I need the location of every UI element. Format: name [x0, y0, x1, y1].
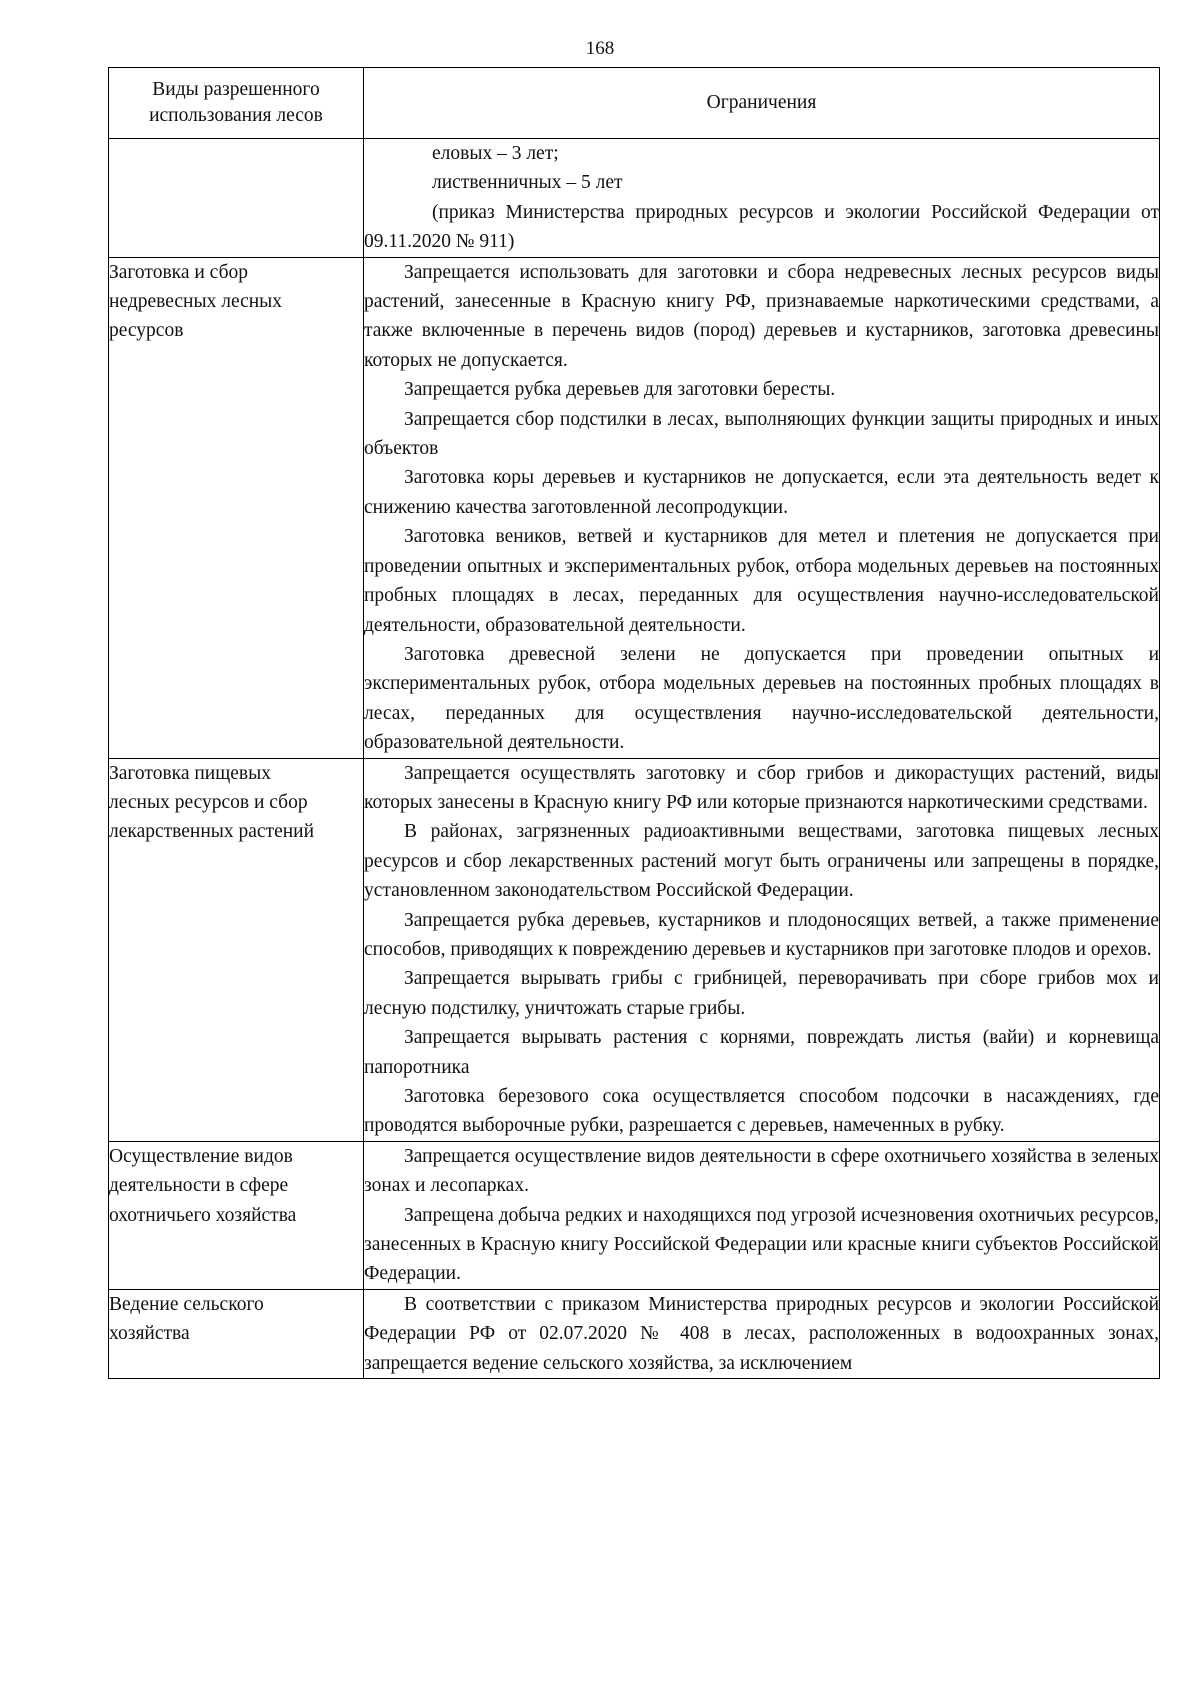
restriction-paragraph: Запрещается вырывать грибы с грибницей, переворачивать при сборе грибов мох и лесную подстилку, уничтожать старые грибы. — [364, 968, 1159, 1019]
restrictions-cell — [364, 758, 1160, 1141]
restriction-paragraph: Запрещается осуществлять заготовку и сбор грибов и дикорастущих растений, виды которых занесены в Красную книгу РФ или которые признаются наркотическими средствами. — [364, 762, 1159, 813]
restriction-paragraph: Заготовка березового сока осуществляется способом подсочки в насаждениях, где проводятся выборочные рубки, разрешается с деревьев, намеченных в рубку. — [364, 1086, 1159, 1137]
kind-text: Ведение сельского хозяйства — [109, 1293, 264, 1345]
restriction-paragraph: Запрещается рубка деревьев, кустарников и плодоносящих ветвей, а также применение способов, приводящих к повреждению деревьев и кустарников при заготовке плодов и орехов. — [364, 909, 1159, 960]
header-kind — [109, 68, 364, 139]
kind-cell — [109, 1141, 364, 1289]
restriction-paragraph: Запрещается сбор подстилки в лесах, выполняющих функции защиты природных и иных объектов — [364, 408, 1159, 460]
table-row — [109, 758, 1160, 1141]
restriction-paragraph: Заготовка древесной зелени не допускается при проведении опытных и экспериментальных рубок, отбора модельных деревьев на постоянных пробных площадях в лесах, переданных для осуществления научно-исследовательской деятельности, образовательной деятельности. — [364, 643, 1159, 754]
restriction-line: лиственничных – 5 лет — [432, 172, 623, 194]
restriction-paragraph: В соответствии с приказом Министерства природных ресурсов и экологии Российской Федерации РФ от 02.07.2020 № 408 в лесах, расположенных в водоохранных зонах, запрещается ведение сельского хозяйства, за исключением — [364, 1293, 1159, 1374]
restriction-paragraph: Запрещается осуществление видов деятельности в сфере охотничьего хозяйства в зеленых зонах и лесопарках. — [364, 1145, 1159, 1197]
kind-cell — [109, 257, 364, 758]
restriction-paragraph: Запрещается рубка деревьев для заготовки бересты. — [404, 379, 836, 401]
kind-text: Осуществление видов деятельности в сфере охотничьего хозяйства — [109, 1145, 297, 1226]
restrictions-cell — [364, 139, 1160, 258]
restriction-paragraph: Запрещается использовать для заготовки и сбора недревесных лесных ресурсов виды растений, занесенные в Красную книгу РФ, признаваемые наркотическими средствами, а также включенные в перечень видов (пород) деревьев и кустарников, заготовка древесины которых не допускается. — [364, 261, 1159, 371]
kind-text: Заготовка и сбор недревесных лесных ресурсов — [109, 261, 283, 342]
restrictions-table — [108, 67, 1160, 1379]
kind-text: Заготовка пищевых лесных ресурсов и сбор лекарственных растений — [109, 762, 315, 843]
restriction-line: еловых – 3 лет; — [432, 143, 559, 164]
restriction-paragraph: Запрещается вырывать растения с корнями, повреждать листья (вайи) и корневища папоротника — [364, 1027, 1159, 1078]
table-row — [109, 257, 1160, 758]
kind-cell — [109, 1289, 364, 1378]
restriction-paragraph: Заготовка коры деревьев и кустарников не допускается, если эта деятельность ведет к снижению качества заготовленной лесопродукции. — [364, 467, 1159, 518]
header-restrictions: Ограничения — [364, 68, 1160, 139]
restriction-paragraph: В районах, загрязненных радиоактивными веществами, заготовка пищевых лесных ресурсов и сбор лекарственных растений могут быть ограничены или запрещены в порядке, установленном законодательством Российской Федерации. — [364, 821, 1159, 902]
page-number: 168 — [585, 38, 615, 59]
kind-cell — [109, 758, 364, 1141]
restrictions-cell — [364, 1289, 1160, 1378]
restriction-paragraph: Заготовка веников, ветвей и кустарников для метел и плетения не допускается при проведении опытных и экспериментальных рубок, отбора модельных деревьев на постоянных пробных площадях в лесах, переданных для осуществления научно-исследовательской деятельности, образовательной деятельности. — [364, 526, 1159, 636]
restriction-paragraph: (приказ Министерства природных ресурсов и экологии Российской Федерации от 09.11.2020 № 911) — [364, 201, 1159, 253]
table-header-row — [109, 68, 1160, 139]
restrictions-cell — [364, 1141, 1160, 1289]
restriction-paragraph: Запрещена добыча редких и находящихся под угрозой исчезновения охотничьих ресурсов, занесенных в Красную книгу Российской Федерации или красные книги субъектов Российской Федерации. — [364, 1204, 1159, 1285]
restrictions-cell — [364, 257, 1160, 758]
table-row-continuation — [109, 139, 1160, 258]
kind-cell-empty — [109, 139, 364, 258]
table-row — [109, 1289, 1160, 1378]
table-row — [109, 1141, 1160, 1289]
header-kind-text: Виды разрешенного использования лесов — [149, 79, 323, 126]
